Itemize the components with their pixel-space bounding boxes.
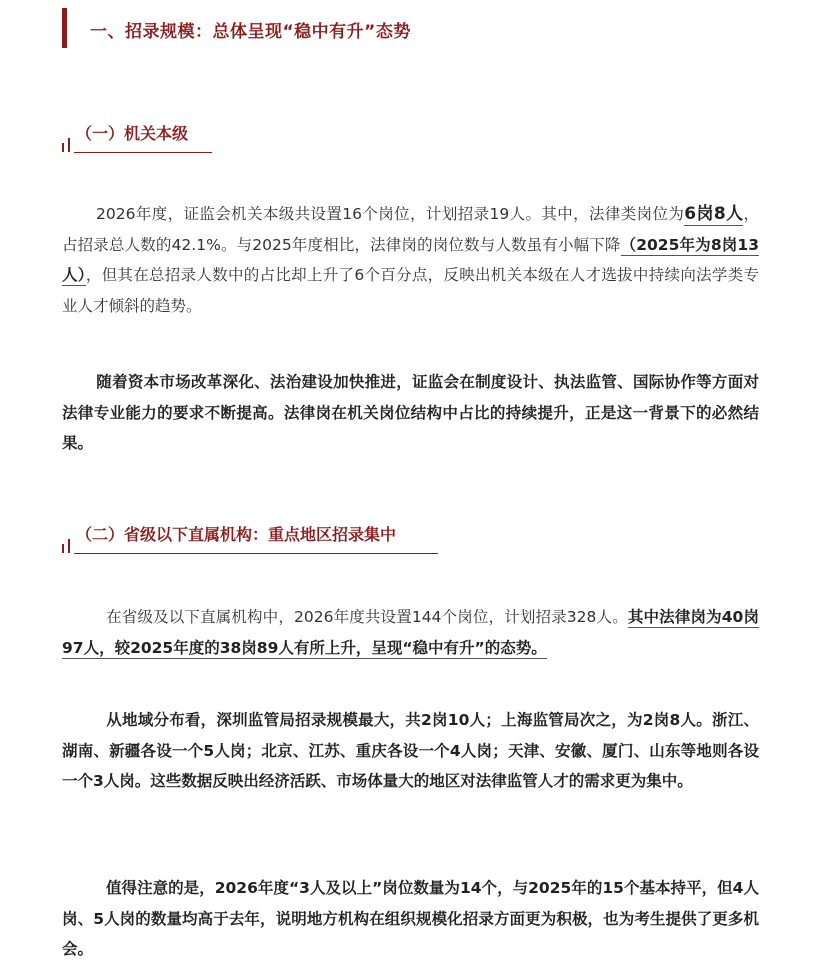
section-1-heading bbox=[62, 117, 482, 153]
section-1-paragraph-2 bbox=[62, 367, 759, 459]
text-run: 值得注意的是，2026年度“3人及以上”岗位数量为14个，与2025年的15个基本持平，但4人岗、5人岗的数量均高于去年，说明地方机构在组织规模化招录方面更为积极，也为考生提供了更多机会。 bbox=[62, 879, 759, 958]
text-run: 从地域分布看，深圳监管局招录规模最大，共2岗10人；上海监管局次之，为2岗8人。浙江、湖南、新疆各设一个5人岗；北京、江苏、重庆各设一个4人岗；天津、安徽、厦门、山东等地则各设一个3人岗。这些数据反映出经济活跃、市场体量大的地区对法律监管人才的需求更为集中。 bbox=[62, 711, 759, 790]
text-run: ，但其在总招录人数中的占比却上升了6个百分点，反映出机关本级在人才选拔中持续向法学类专业人才倾斜的趋势。 bbox=[62, 266, 759, 315]
heading-1-text: 一、招录规模：总体呈现“稳中有升”态势 bbox=[90, 22, 411, 42]
heading-underline bbox=[74, 152, 212, 153]
highlight-run: 其中法律岗为40岗97人，较2025年度的38岗89人有所上升，呈现“稳中有升”的态势。 bbox=[62, 608, 759, 657]
highlight-run: （2025年为8岗13人） bbox=[62, 235, 759, 284]
section-1-paragraph-1 bbox=[62, 199, 759, 321]
section-2-paragraph-3 bbox=[62, 873, 759, 965]
text-run: ，占招录总人数的42.1%。与2025年度相比，法律岗的岗位数与人数虽有小幅下降 bbox=[62, 205, 759, 254]
section-2-heading bbox=[62, 518, 482, 554]
text-run: 在省级及以下直属机构中，2026年度共设置144个岗位，计划招录328人。 bbox=[106, 608, 628, 626]
section-2-paragraph-2 bbox=[62, 705, 759, 797]
heading-underline bbox=[74, 553, 438, 554]
section-1-title: （一）机关本级 bbox=[76, 124, 189, 143]
heading-bars-icon bbox=[62, 539, 76, 553]
section-2-title: （二）省级以下直属机构：重点地区招录集中 bbox=[76, 525, 397, 544]
section-2-paragraph-1 bbox=[62, 602, 759, 663]
text-run: 随着资本市场改革深化、法治建设加快推进，证监会在制度设计、执法监管、国际协作等方面对法律专业能力的要求不断提高。法律岗在机关岗位结构中占比的持续提升，正是这一背景下的必然结果。 bbox=[62, 373, 759, 452]
heading-1 bbox=[62, 8, 782, 48]
text-run: 2026年度，证监会机关本级共设置16个岗位，计划招录19人。其中，法律类岗位为 bbox=[96, 205, 685, 223]
heading-bars-icon bbox=[62, 138, 76, 152]
highlight-run: 6岗8人 bbox=[684, 204, 744, 224]
heading-accent-bar bbox=[62, 8, 67, 48]
